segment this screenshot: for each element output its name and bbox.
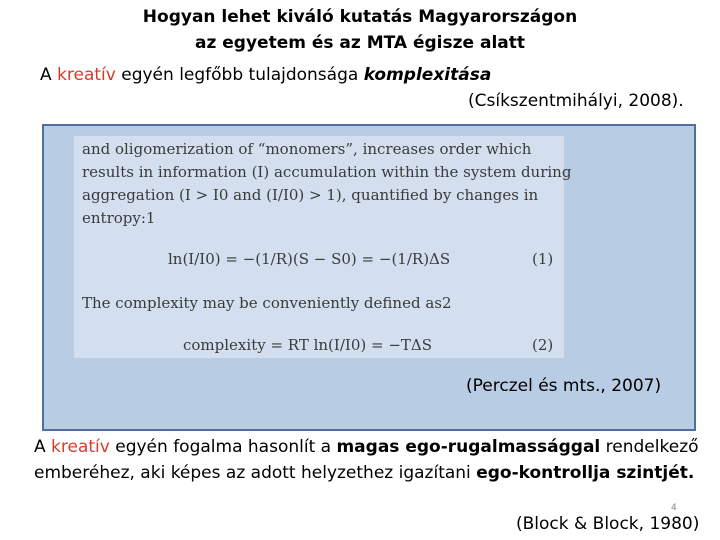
excerpt-citation: (Perczel és mts., 2007)	[466, 376, 662, 396]
equation-2: complexity = RT ln(I/I0) = −TΔS	[183, 336, 432, 354]
bottom-bold-2: ego-kontrollja szintjét.	[476, 463, 695, 483]
bottom-text-3: emberéhez, aki képes az adott helyzethez igazítani	[34, 463, 477, 483]
subtitle-prefix: A	[40, 65, 58, 85]
excerpt-line-3: aggregation (I > I0 and (I/I0) > 1), quantified by changes in	[82, 186, 539, 204]
bottom-prefix: A	[34, 437, 52, 457]
bottom-text-1: egyén fogalma hasonlít a	[109, 437, 337, 457]
bottom-statement-line-2	[34, 462, 694, 484]
bottom-statement-line-1	[34, 436, 699, 458]
complexity-definition-sentence: The complexity may be conveniently defined as2	[82, 294, 452, 312]
bottom-bold-1: magas ego-rugalmassággal	[336, 437, 601, 457]
subtitle-citation: (Csíkszentmihályi, 2008).	[468, 91, 684, 111]
bottom-citation: (Block & Block, 1980)	[516, 514, 700, 534]
equation-1-number: (1)	[532, 250, 554, 268]
excerpt-line-2: results in information (I) accumulation within the system during	[82, 163, 572, 181]
equation-2-number: (2)	[532, 336, 554, 354]
excerpt-line-4: entropy:1	[82, 209, 156, 227]
page-number: 4	[671, 503, 677, 513]
subtitle-highlight-word: kreatív	[57, 65, 116, 85]
bottom-text-2: rendelkező	[600, 437, 699, 457]
equation-1: ln(I/I0) = −(1/R)(S − S0) = −(1/R)ΔS	[168, 250, 451, 268]
bottom-highlight-word: kreatív	[51, 437, 110, 457]
slide-title-line-2: az egyetem és az MTA égisze alatt	[194, 33, 525, 53]
slide-title-line-1: Hogyan lehet kiváló kutatás Magyarországon	[142, 7, 578, 27]
subtitle-emphasis: komplexitása	[363, 65, 492, 85]
subtitle-middle: egyén legfőbb tulajdonsága	[115, 65, 364, 85]
subtitle-statement	[40, 64, 491, 86]
excerpt-line-1: and oligomerization of “monomers”, increases order which	[82, 140, 532, 158]
